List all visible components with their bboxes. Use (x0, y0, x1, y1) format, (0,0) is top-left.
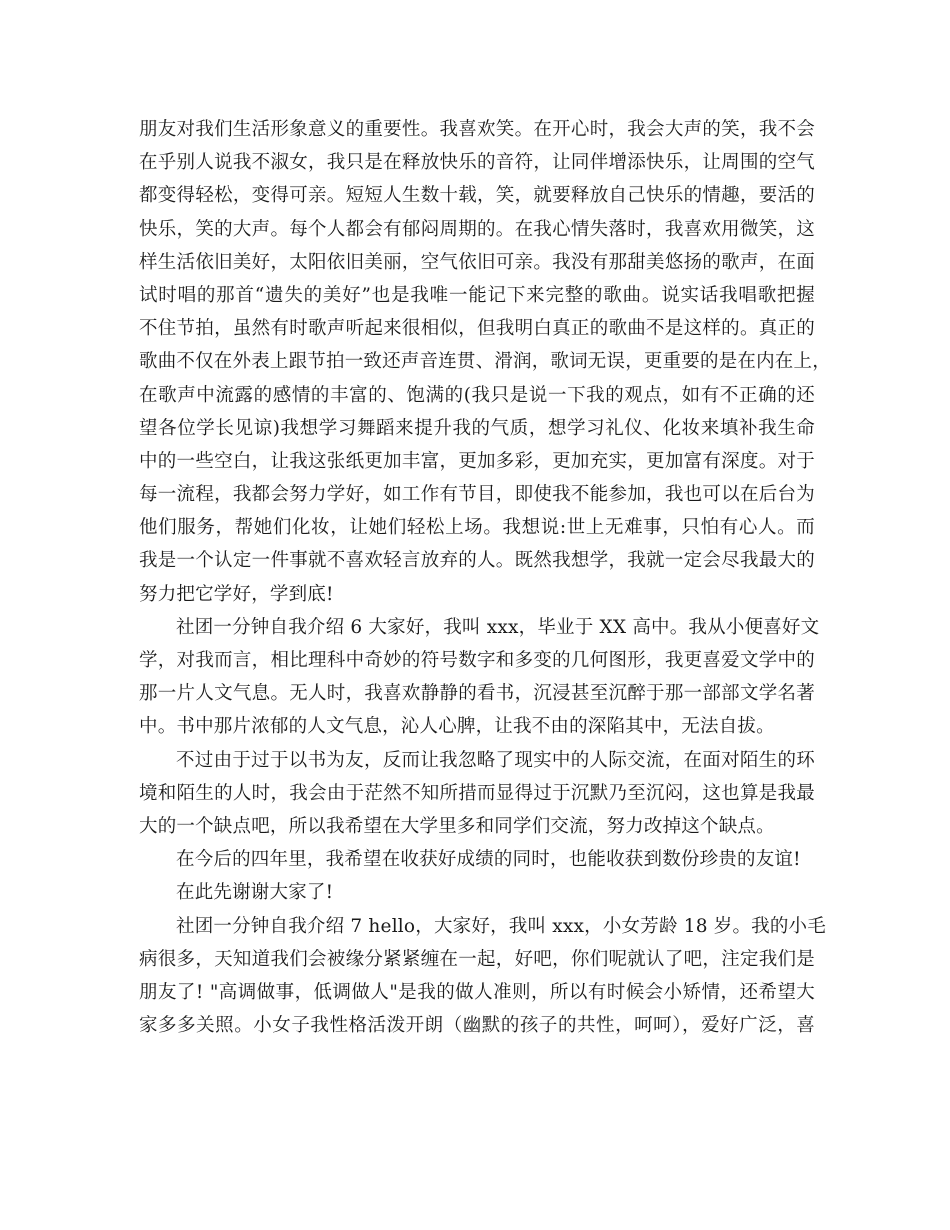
text-line: 朋友对我们生活形象意义的重要性。我喜欢笑。在开心时，我会大声的笑，我不会 (139, 119, 815, 140)
text-line: 试时唱的那首“遗失的美好”也是我唯一能记下来完整的歌曲。说实话我唱歌把握 (139, 284, 815, 306)
text-line: 都变得轻松，变得可亲。短短人生数十载，笑，就要释放自己快乐的情趣，要活的 (139, 185, 815, 207)
text-line: 中的一些空白，让我这张纸更加丰富，更加多彩，更加充实，更加富有深度。对于 (139, 450, 815, 472)
text-line: 社团一分钟自我介绍 6 大家好，我叫 xxx，毕业于 XX 高中。我从小便喜好文 (176, 616, 820, 638)
text-line: 我是一个认定一件事就不喜欢轻言放弃的人。既然我想学，我就一定会尽我最大的 (139, 550, 815, 572)
text-line: 家多多关照。小女子我性格活泼开朗（幽默的孩子的共性，呵呵），爱好广泛，喜 (139, 1015, 815, 1037)
text-line: 努力把它学好，学到底! (139, 583, 334, 605)
text-line: 境和陌生的人时，我会由于茫然不知所措而显得过于沉默乃至沉闷，这也算是我最 (139, 782, 815, 804)
text-line: 在乎别人说我不淑女，我只是在释放快乐的音符，让同伴增添快乐，让周围的空气 (139, 152, 815, 174)
text-line: 学，对我而言，相比理科中奇妙的符号数字和多变的几何图形，我更喜爱文学中的 (139, 650, 815, 671)
text-line: 中。书中那片浓郁的人文气息，沁人心脾，让我不由的深陷其中，无法自拔。 (139, 716, 775, 738)
text-line: 病很多，天知道我们会被缘分紧紧缠在一起，好吧，你们呢就认了吧，注定我们是 (139, 948, 815, 970)
text-line: 歌曲不仅在外表上跟节拍一致还声音连贯、滑润，歌词无误，更重要的是在内在上， (139, 351, 831, 373)
text-line: 朋友了! "高调做事，低调做人"是我的做人准则，所以有时候会小矫情，还希望大 (139, 981, 815, 1003)
document-body (139, 113, 831, 1042)
text-line: 在歌声中流露的感情的丰富的、饱满的(我只是说一下我的观点，如有不正确的还 (139, 384, 815, 406)
text-line: 样生活依旧美好，太阳依旧美丽，空气依旧可亲。我没有那甜美悠扬的歌声，在面 (139, 251, 815, 273)
text-line: 不过由于过于以书为友，反而让我忽略了现实中的人际交流，在面对陌生的环 (176, 749, 815, 771)
text-line: 那一片人文气息。无人时，我喜欢静静的看书，沉浸甚至沉醉于那一部部文学名著 (139, 683, 815, 705)
text-line: 望各位学长见谅)我想学习舞蹈来提升我的气质，想学习礼仪、化妆来填补我生命 (139, 417, 815, 439)
text-line: 社团一分钟自我介绍 7 hello，大家好，我叫 xxx，小女芳龄 18 岁。我的小毛 (176, 915, 826, 937)
text-line: 在此先谢谢大家了! (176, 882, 334, 904)
text-line: 在今后的四年里，我希望在收获好成绩的同时，也能收获到数份珍贵的友谊! (176, 849, 801, 871)
text-line: 每一流程，我都会努力学好，如工作有节目，即使我不能参加，我也可以在后台为 (139, 484, 815, 506)
text-line: 快乐，笑的大声。每个人都会有郁闷周期的。在我心情失落时，我喜欢用微笑，这 (139, 218, 815, 240)
text-line: 不住节拍，虽然有时歌声听起来很相似，但我明白真正的歌曲不是这样的。真正的 (139, 318, 815, 340)
text-line: 大的一个缺点吧，所以我希望在大学里多和同学们交流，努力改掉这个缺点。 (139, 815, 775, 837)
text-line: 他们服务，帮她们化妆，让她们轻松上场。我想说:世上无难事，只怕有心人。而 (139, 517, 815, 539)
